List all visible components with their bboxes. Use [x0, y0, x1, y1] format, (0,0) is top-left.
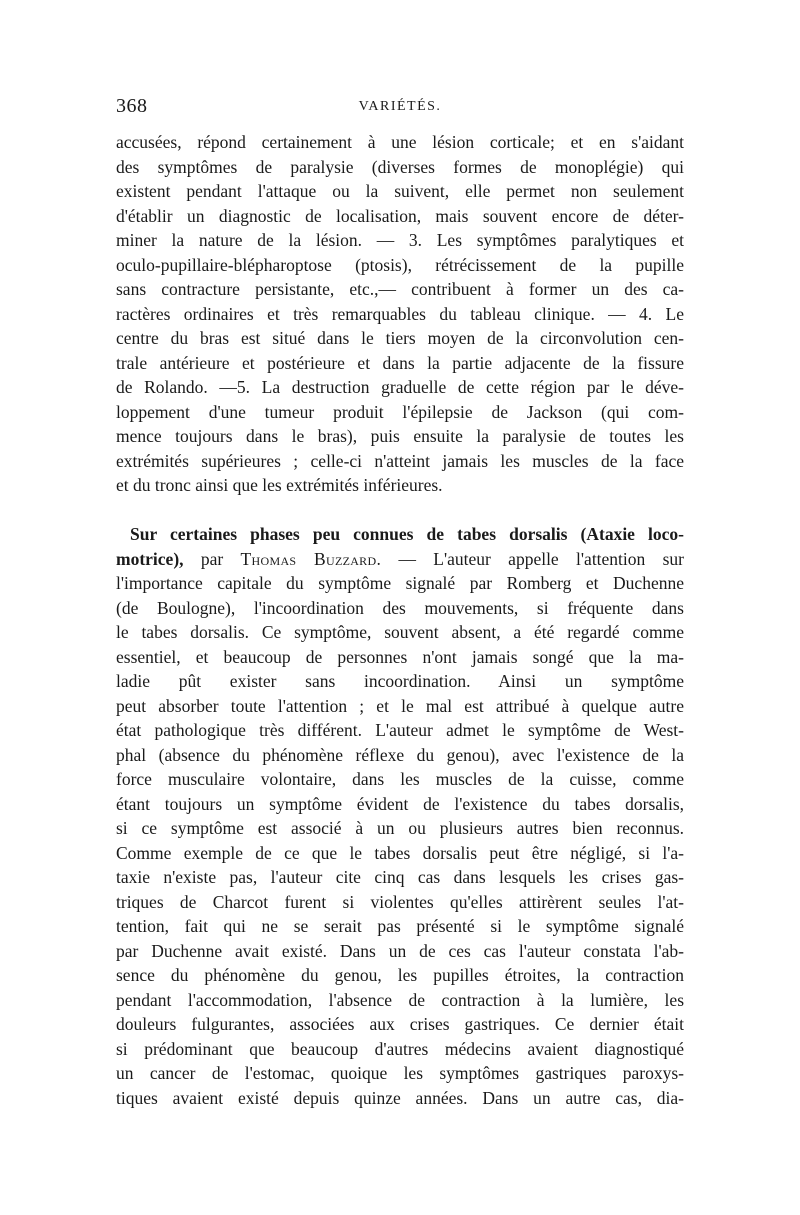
text-line: pendant l'accommodation, l'absence de contraction à la lumière, les [116, 989, 684, 1010]
article-buzzard [116, 522, 684, 1110]
text-line: par Duchenne avait existé. Dans un de ces cas l'auteur constata l'ab- [116, 940, 684, 961]
text-line: tention, fait qui ne se serait pas présenté si le symptôme signalé [116, 916, 684, 936]
text-line: ladie pût exister sans incoordination. Ainsi un symptôme [116, 671, 684, 691]
byline-by: par [183, 548, 241, 569]
page-header [116, 95, 684, 123]
text-line: douleurs fulgurantes, associées aux crises gastriques. Ce dernier était [116, 1014, 684, 1034]
text-line: accusées, répond certainement à une lésion corticale; et en s'aidant [116, 132, 684, 152]
text-line: état pathologique très différent. L'auteur admet le symptôme de West- [116, 720, 684, 740]
byline-line [116, 547, 684, 572]
text-line: essentiel, et beaucoup de personnes n'ont jamais songé que la ma- [116, 646, 684, 667]
text-fragment: — L'auteur appelle l'attention sur [381, 548, 684, 569]
text-line: le tabes dorsalis. Ce symptôme, souvent absent, a été regardé comme [116, 622, 684, 642]
author-name: Thomas Buzzard. [240, 548, 382, 569]
text-line: oculo-pupillaire-blépharoptose (ptosis), rétrécissement de la pupille [116, 254, 684, 275]
text-line: étant toujours un symptôme évident de l'existence du tabes dorsalis, [116, 793, 684, 814]
text-line: (de Boulogne), l'incoordination des mouvements, si fréquente dans [116, 597, 684, 618]
running-title: VARIÉTÉS. [358, 99, 442, 114]
text-line: de Rolando. —5. La destruction graduelle de cette région par le déve- [116, 377, 684, 397]
text-line: triques de Charcot furent si violentes qu'elles attirèrent seules l'at- [116, 891, 684, 912]
text-line: si ce symptôme est associé à un ou plusieurs autres bien reconnus. [116, 818, 684, 838]
article-title-end: motrice), [116, 548, 184, 569]
text-line: si prédominant que beaucoup d'autres médecins avaient diagnostiqué [116, 1038, 684, 1059]
text-line: d'établir un diagnostic de localisation, mais souvent encore de déter- [116, 205, 684, 226]
text-line: Comme exemple de ce que le tabes dorsalis peut être négligé, si l'a- [116, 842, 684, 863]
text-line: peut absorber toute l'attention ; et le mal est attribué à quelque autre [116, 695, 684, 716]
article-title: Sur certaines phases peu connues de tabes dorsalis (Ataxie loco- [130, 524, 684, 544]
text-line: force musculaire volontaire, dans les muscles de la cuisse, comme [116, 769, 684, 789]
paragraph-continued [116, 130, 684, 498]
text-line: sans contracture persistante, etc.,— contribuent à former un des ca- [116, 279, 684, 299]
text-line: existent pendant l'attaque ou la suivent, elle permet non seulement [116, 181, 684, 201]
text-line: ractères ordinaires et très remarquables du tableau clinique. — 4. Le [116, 303, 684, 324]
page-number: 368 [116, 95, 148, 117]
text-line: centre du bras est situé dans le tiers moyen de la circonvolution cen- [116, 328, 684, 348]
text-line: sence du phénomène du genou, les pupilles étroites, la contraction [116, 965, 684, 985]
text-line: trale antérieure et postérieure et dans la partie adjacente de la fissure [116, 352, 684, 373]
text-line: phal (absence du phénomène réflexe du genou), avec l'existence de la [116, 744, 684, 765]
text-line: mence toujours dans le bras), puis ensuite la paralysie de toutes les [116, 426, 684, 446]
text-line: extrémités supérieures ; celle-ci n'atteint jamais les muscles de la face [116, 450, 684, 471]
text-line: loppement d'une tumeur produit l'épilepsie de Jackson (qui com- [116, 401, 684, 422]
text-line: tiques avaient existé depuis quinze années. Dans un autre cas, dia- [116, 1087, 684, 1108]
text-line: des symptômes de paralysie (diverses formes de monoplégie) qui [116, 156, 684, 177]
text-line: taxie n'existe pas, l'auteur cite cinq cas dans lesquels les crises gas- [116, 867, 684, 887]
text-line: miner la nature de la lésion. — 3. Les symptômes paralytiques et [116, 230, 684, 250]
text-line: et du tronc ainsi que les extrémités inférieures. [116, 475, 443, 495]
text-line: un cancer de l'estomac, quoique les symptômes gastriques paroxys- [116, 1063, 684, 1083]
text-line: l'importance capitale du symptôme signalé par Romberg et Duchenne [116, 573, 684, 593]
